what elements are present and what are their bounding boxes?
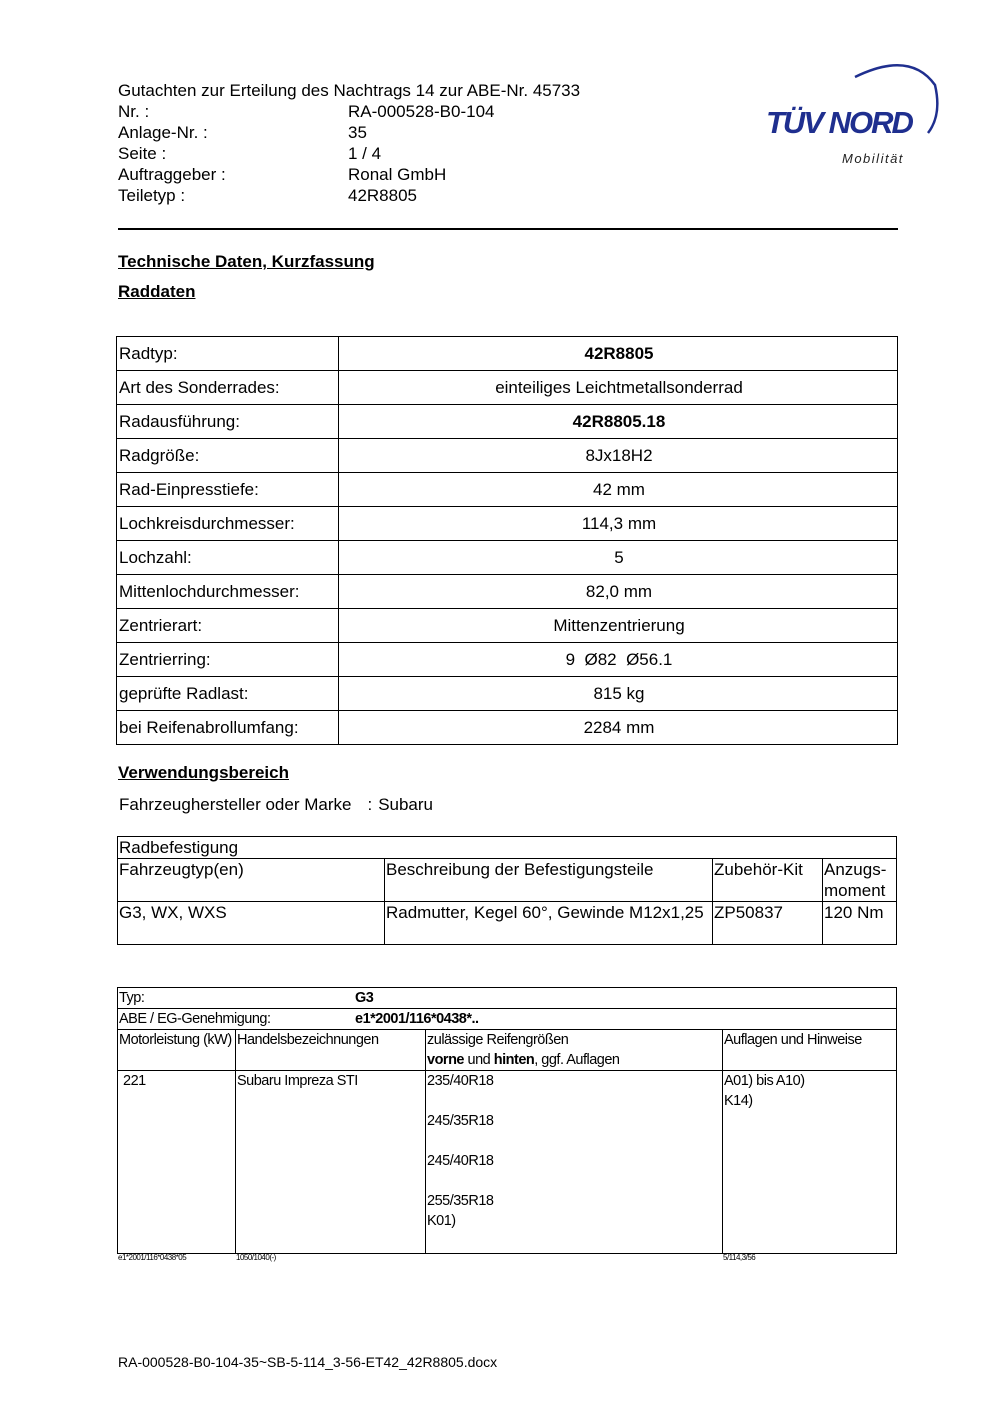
cell-reifen xyxy=(426,1071,723,1254)
cell-value: 8Jx18H2 xyxy=(339,439,898,473)
table-row xyxy=(117,405,898,439)
radbefestigung-table xyxy=(117,836,897,945)
header-divider xyxy=(118,228,898,230)
header-row-nr xyxy=(118,101,494,122)
header-label: Auftraggeber : xyxy=(118,165,226,184)
cell-value: 42R8805.18 xyxy=(339,405,898,439)
typ-table xyxy=(117,987,897,1254)
cell-label: bei Reifenabrollumfang: xyxy=(117,711,339,745)
footnote-approval: e1*2001/116*0438*05 xyxy=(118,1253,187,1262)
header-value: 35 xyxy=(348,123,367,142)
header-handel: Handelsbezeichnungen xyxy=(236,1030,426,1071)
cell-beschreibung: Radmutter, Kegel 60°, Gewinde M12x1,25 xyxy=(385,902,713,945)
cell-label: Rad-Einpresstiefe: xyxy=(117,473,339,507)
raddaten-table xyxy=(116,336,898,745)
abe-label: ABE / EG-Genehmigung: xyxy=(119,1011,271,1027)
header-row-anlage xyxy=(118,122,494,143)
tuev-nord-logo xyxy=(760,55,950,175)
moment-label: moment xyxy=(824,881,886,900)
reifen-size: 235/40R18 xyxy=(427,1073,494,1089)
cell-value: Mittenzentrierung xyxy=(339,609,898,643)
header-value: Ronal GmbH xyxy=(348,165,447,184)
header-row-teiletyp xyxy=(118,185,494,206)
cell-label: Zentrierring: xyxy=(117,643,339,677)
section-subheading: Raddaten xyxy=(118,282,196,301)
reifen-size: 245/35R18 xyxy=(427,1113,494,1129)
typ-value: G3 xyxy=(355,990,374,1006)
header-auflagen: Auflagen und Hinweise xyxy=(723,1030,897,1071)
header-cell xyxy=(823,859,897,902)
header-value: RA-000528-B0-104 xyxy=(348,102,495,121)
table-row xyxy=(117,371,898,405)
table-row xyxy=(118,837,897,859)
table-row xyxy=(118,859,897,902)
footnote-pcd: 5/114,3/56 xyxy=(723,1253,756,1262)
header-cell: Fahrzeugtyp(en) xyxy=(118,859,385,902)
header-cell: Beschreibung der Befestigungsteile xyxy=(385,859,713,902)
header-label: Anlage-Nr. : xyxy=(118,123,208,142)
cell-value: 5 xyxy=(339,541,898,575)
cell-value: 815 kg xyxy=(339,677,898,711)
cell-label: Lochzahl: xyxy=(117,541,339,575)
auflage: K14) xyxy=(724,1093,753,1109)
cell-value: 42 mm xyxy=(339,473,898,507)
cell-value: 9 Ø82 Ø56.1 xyxy=(339,643,898,677)
anzugs-label: Anzugs- xyxy=(824,860,887,879)
hersteller-sep: : xyxy=(367,795,373,814)
table-row xyxy=(118,1009,897,1030)
auflage: A01) bis A10) xyxy=(724,1073,805,1089)
logo-brand: TÜV NORD xyxy=(766,105,912,140)
table-row xyxy=(118,1030,897,1071)
cell-value: 114,3 mm xyxy=(339,507,898,541)
table-row xyxy=(117,711,898,745)
radbefestigung-title: Radbefestigung xyxy=(118,837,897,859)
cell-label: Zentrierart: xyxy=(117,609,339,643)
abe-value: e1*2001/116*0438*.. xyxy=(355,1011,479,1027)
header-row-auftraggeber xyxy=(118,164,494,185)
table-row xyxy=(118,988,897,1009)
footnote-load: 1050/1040(-) xyxy=(236,1253,276,1262)
header-value: 1 / 4 xyxy=(348,144,382,163)
header-cell: Zubehör-Kit xyxy=(713,859,823,902)
table-row xyxy=(118,1071,897,1254)
table-row xyxy=(117,507,898,541)
cell-value: einteiliges Leichtmetallsonderrad xyxy=(339,371,898,405)
footer-filename: RA-000528-B0-104-35~SB-5-114_3-56-ET42_42R8805.docx xyxy=(118,1354,498,1370)
cell-motor: 221 xyxy=(118,1071,236,1254)
cell-handel: Subaru Impreza STI xyxy=(236,1071,426,1254)
header-fields xyxy=(118,101,494,206)
hersteller-value: Subaru xyxy=(378,795,434,814)
header-value: 42R8805 xyxy=(348,186,418,205)
document-title: Gutachten zur Erteilung des Nachtrags 14 zur ABE-Nr. 45733 xyxy=(118,81,581,100)
cell-auflagen xyxy=(723,1071,897,1254)
header-label: Seite : xyxy=(118,144,167,163)
reifen-size: 255/35R18 xyxy=(427,1193,494,1209)
header-row-seite xyxy=(118,143,494,164)
cell-moment: 120 Nm xyxy=(823,902,897,945)
reifen-size: 245/40R18 xyxy=(427,1153,494,1169)
hersteller-line xyxy=(119,795,433,815)
cell-kit: ZP50837 xyxy=(713,902,823,945)
header-reifen: zulässige Reifengrößen vorne und hinten, ggf. Auflagen xyxy=(426,1030,723,1071)
verwendung-heading: Verwendungsbereich xyxy=(118,763,289,782)
hersteller-label: Fahrzeughersteller oder Marke xyxy=(119,795,352,814)
cell-label: Radausführung: xyxy=(117,405,339,439)
cell-label: Radgröße: xyxy=(117,439,339,473)
cell-label: Lochkreisdurchmesser: xyxy=(117,507,339,541)
reifen-extra: K01) xyxy=(427,1213,456,1229)
header-motor: Motorleistung (kW) xyxy=(118,1030,236,1071)
header-label: Nr. : xyxy=(118,102,150,121)
cell-value: 42R8805 xyxy=(339,337,898,371)
table-row xyxy=(117,575,898,609)
cell-label: Mittenlochdurchmesser: xyxy=(117,575,339,609)
table-row xyxy=(117,609,898,643)
table-row xyxy=(117,337,898,371)
logo-sub: Mobilität xyxy=(842,151,904,166)
table-row xyxy=(117,541,898,575)
cell-label: Art des Sonderrades: xyxy=(117,371,339,405)
table-row xyxy=(117,677,898,711)
header-label: Teiletyp : xyxy=(118,186,186,205)
cell-fahrzeugtyp: G3, WX, WXS xyxy=(118,902,385,945)
cell-value: 2284 mm xyxy=(339,711,898,745)
typ-label: Typ: xyxy=(119,990,145,1006)
section-heading: Technische Daten, Kurzfassung xyxy=(118,252,375,271)
cell-label: geprüfte Radlast: xyxy=(117,677,339,711)
table-row xyxy=(117,643,898,677)
cell-label: Radtyp: xyxy=(117,337,339,371)
table-row xyxy=(117,473,898,507)
cell-value: 82,0 mm xyxy=(339,575,898,609)
table-row xyxy=(117,439,898,473)
table-row xyxy=(118,902,897,945)
